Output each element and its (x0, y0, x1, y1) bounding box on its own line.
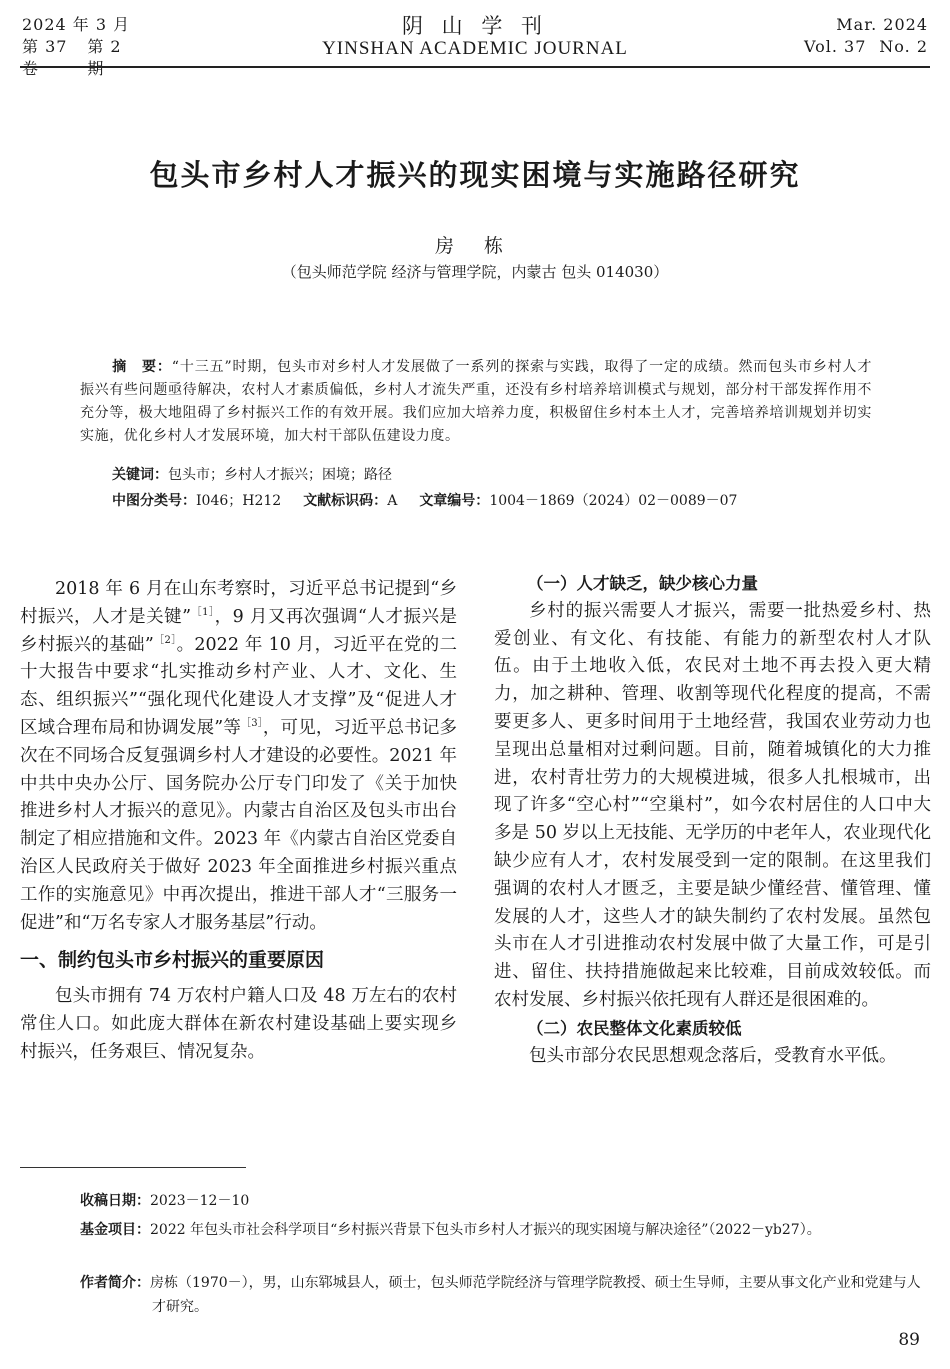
body-column-left (20, 576, 457, 1067)
keywords (112, 464, 392, 486)
footnote-rule (20, 1167, 246, 1168)
abstract (80, 356, 872, 448)
paragraph-text: ，9 月又再次强调“人才振兴是乡村振兴的基础” (20, 606, 457, 655)
journal-name-cn: 阴 山 学 刊 (401, 14, 549, 38)
clc-label: 中图分类号： (112, 493, 196, 509)
author-name: 房 栋 (434, 235, 516, 257)
paragraph-text: 。2022 年 10 月，习近平在党的二十大报告中要求“扎实推动乡村产业、人才、文化、生态、组织振兴”“强化现代化建设人才支撑”及“促进人才区域合理布局和协调发展”等 (20, 634, 457, 738)
fund-text: 2022 年包头市社会科学项目“乡村振兴背景下包头市乡村人才振兴的现实困境与解决途径”（2022－yb27）。 (150, 1222, 821, 1238)
classification-line (112, 490, 737, 512)
issue-date-cn: 2024 年 3 月 (22, 15, 131, 34)
citation-1[interactable]: ［1］ (191, 606, 215, 618)
subsection-heading: （一）人才缺乏，缺少核心力量 (527, 574, 758, 593)
received-label: 收稿日期： (80, 1193, 150, 1209)
footnote-fund (80, 1218, 930, 1242)
paragraph: 乡村的振兴需要人才振兴，需要一批热爱乡村、热爱创业、有文化、有技能、有能力的新型农村人才队伍。由于土地收入低，农民对土地不再去投入更大精力，加之耕种、管理、收割等现代化程度的提高，不需要更多人、更多时间用于土地经营，我国农业劳动力也呈现出总量相对过剩问题。目前，随着城镇化的大力推进，农村青壮劳力的大规模进城，很多人扎根城市，出现了许多“空心村”“空巢村”，如今农村居住的人口中大多是 50 岁以上无技能、无学历的中老年人，农业现代化缺少应有人才，农村发展受到一定的限制。在这里我们强调的农村人才匮乏，主要是缺少懂经营、懂管理、懂发展的人才，这些人才的缺失制约了农村发展。虽然包头市在人才引进推动农村发展中做了大量工作，可是引进、留住、扶持措施做起来比较难，目前成效较低。而农村发展、乡村振兴依托现有人群还是很困难的。 (494, 600, 931, 1010)
footnote-author-bio (80, 1271, 930, 1319)
issue-en: No. 2 (879, 37, 928, 56)
doc-code-label: 文献标识码： (303, 493, 388, 509)
paragraph-text: 2018 年 6 月在山东考察时，习近平总书记提到“乡村振兴，人才是关键” (20, 579, 457, 627)
bio-label: 作者简介： (80, 1275, 150, 1291)
keywords-text: 包头市；乡村人才振兴；困境；路径 (168, 467, 392, 483)
bio-text: 房栋（1970－），男，山东郓城县人，硕士，包头师范学院经济与管理学院教授、硕士生导师，主要从事文化产业和党建与人才研究。 (150, 1275, 921, 1315)
page-number: 89 (898, 1330, 920, 1350)
paragraph (20, 576, 457, 937)
article-number-value: 1004－1869（2024）02－0089－07 (489, 493, 738, 509)
author-affiliation: （包头师范学院 经济与管理学院，内蒙古 包头 014030） (281, 263, 669, 281)
issue-cn: 第 2 期 (87, 37, 122, 78)
issue-date-en: Mar. 2024 (836, 15, 928, 34)
citation-3[interactable]: ［3］ (241, 718, 263, 730)
subsection-heading: （二）农民整体文化素质较低 (527, 1018, 742, 1038)
volume-issue-en (804, 36, 928, 58)
footnote-received (80, 1189, 930, 1213)
volume-cn: 第 37 卷 (22, 37, 68, 78)
received-date: 2023－12－10 (150, 1193, 250, 1209)
citation-2[interactable]: ［2］ (153, 634, 177, 646)
volume-en: Vol. 37 (804, 37, 867, 56)
abstract-label: 摘 要： (112, 359, 172, 375)
fund-label: 基金项目： (80, 1222, 150, 1238)
journal-name-en: YINSHAN ACADEMIC JOURNAL (322, 38, 628, 59)
body-column-right (494, 570, 931, 1070)
header-right (804, 14, 928, 58)
doc-code-value: A (387, 493, 398, 509)
abstract-text: “十三五”时期，包头市对乡村人才发展做了一系列的探索与实践，取得了一定的成绩。然而包头市乡村人才振兴有些问题亟待解决，农村人才素质偏低，乡村人才流失严重，还没有乡村培养培训模式与规划，部分村干部发挥作用不充分等，极大地阻碍了乡村振兴工作的有效开展。我们应加大培养力度，积极留住乡村本土人才，完善培养培训规划并切实实施，优化乡村人才发展环境，加大村干部队伍建设力度。 (80, 359, 872, 444)
paragraph-text: ，可见，习近平总书记多次在不同场合反复强调乡村人才建设的必要性。2021 年中共中央办公厅、国务院办公厅专门印发了《关于加快推进乡村人才振兴的意见》。内蒙古自治区及包头市出台制定了相应措施和文件。2023 年《内蒙古自治区党委自治区人民政府关于做好 2023 年全面推进乡村振兴重点工作的实施意见》中再次提出，推进干部人才“三服务一促进”和“万名专家人才服务基层”行动。 (20, 717, 457, 933)
article-title: 包头市乡村人才振兴的现实困境与实施路径研究 (149, 158, 801, 192)
paragraph: 包头市拥有 74 万农村户籍人口及 48 万左右的农村常住人口。如此庞大群体在新农村建设基础上要实现乡村振兴，任务艰巨、情况复杂。 (20, 986, 457, 1062)
section-heading: 一、制约包头市乡村振兴的重要原因 (20, 949, 325, 972)
paragraph: 包头市部分农民思想观念落后，受教育水平低。 (529, 1045, 897, 1066)
article-number-label: 文章编号： (419, 493, 490, 509)
clc-value: I046；H212 (196, 493, 282, 509)
header-rule (20, 66, 930, 68)
keywords-label: 关键词： (112, 467, 168, 483)
